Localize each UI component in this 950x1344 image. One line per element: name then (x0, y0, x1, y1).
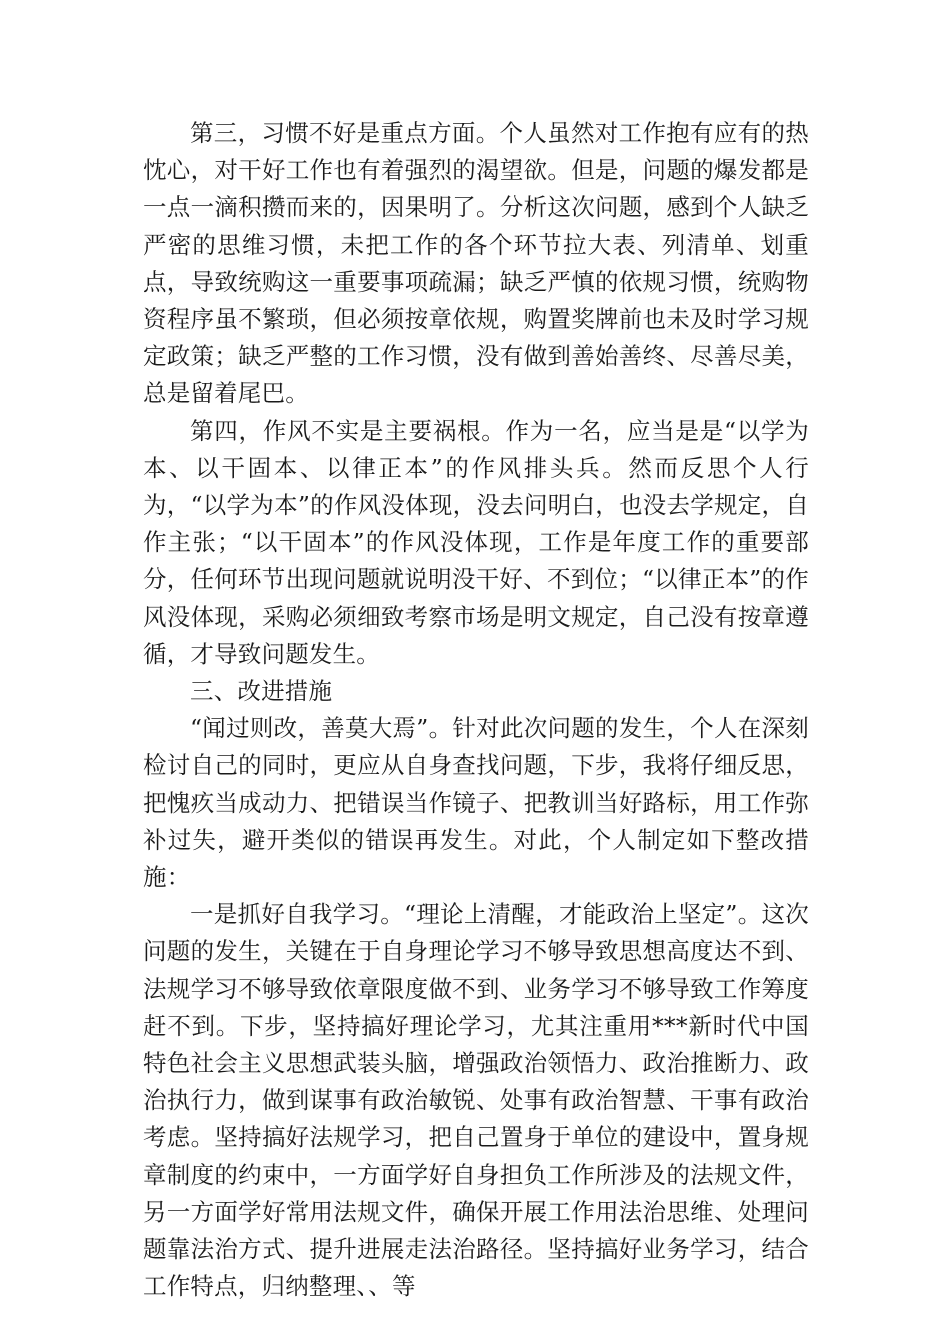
paragraph-habits: 第三，习惯不好是重点方面。个人虽然对工作抱有应有的热忱心，对干好工作也有着强烈的渴望欲。但是，问题的爆发都是一点一滴积攒而来的，因果明了。分析这次问题，感到个人缺乏严密的思维习惯，未把工作的各个环节拉大表、列清单、划重点，导致统购这一重要事项疏漏；缺乏严慎的依规习惯，统购物资程序虽不繁琐，但必须按章依规，购置奖牌前也未及时学习规定政策；缺乏严整的工作习惯，没有做到善始善终、尽善尽美，总是留着尾巴。 (143, 119, 809, 408)
document-body (143, 115, 809, 1306)
section-heading-improvement-measures: 三、改进措施 (190, 677, 333, 706)
paragraph-self-study: 一是抓好自我学习。“理论上清醒，才能政治上坚定”。这次问题的发生，关键在于自身理论学习不够导致思想高度达不到、法规学习不够导致依章限度做不到、业务学习不够导致工作筹度赶不到。下步，坚持搞好理论学习，尤其注重用***新时代中国特色社会主义思想武装头脑，增强政治领悟力、政治推断力、政治执行力，做到谋事有政治敏锐、处事有政治智慧、干事有政治考虑。坚持搞好法规学习，把自己置身于单位的建设中，置身规章制度的约束中，一方面学好自身担负工作所涉及的法规文件，另一方面学好常用法规文件，确保开展工作用法治思维、处理问题靠法治方式、提升进展走法治路径。坚持搞好业务学习，结合工作特点，归纳整理、、等 (143, 900, 809, 1301)
paragraph-improvement-intro: “闻过则改，善莫大焉”。针对此次问题的发生，个人在深刻检讨自己的同时，更应从自身查找问题，下步，我将仔细反思，把愧疚当成动力、把错误当作镜子、把教训当好路标，用工作弥补过失，避开类似的错误再发生。对此，个人制定如下整改措施： (143, 714, 809, 892)
paragraph-work-style: 第四，作风不实是主要祸根。作为一名，应当是是“以学为本、以干固本、以律正本”的作风排头兵。然而反思个人行为，“以学为本”的作风没体现，没去问明白，也没去学规定，自作主张；“以干固本”的作风没体现，工作是年度工作的重要部分，任何环节出现问题就说明没干好、不到位；“以律正本”的作风没体现，采购必须细致考察市场是明文规定，自己没有按章遵循，才导致问题发生。 (143, 416, 809, 668)
